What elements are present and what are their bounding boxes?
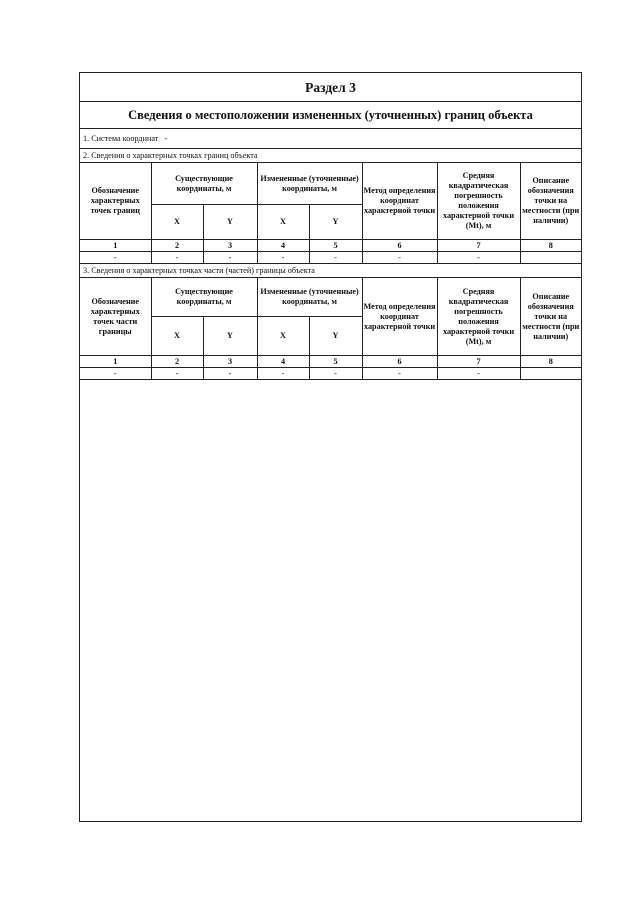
table-cell: - bbox=[257, 252, 309, 264]
col-number: 1 bbox=[80, 356, 151, 368]
col-existing-y: Y bbox=[203, 205, 257, 240]
table-cell: - bbox=[309, 368, 362, 380]
col-number: 7 bbox=[437, 240, 520, 252]
col-changed-y: Y bbox=[309, 317, 362, 356]
col-method-header: Метод определения координат характерной точки bbox=[362, 278, 437, 356]
block2-header-row-1 bbox=[80, 163, 581, 205]
table-cell: - bbox=[309, 252, 362, 264]
table-cell: - bbox=[80, 368, 151, 380]
coordinate-system-label: 1. Система координат bbox=[83, 134, 159, 143]
document-frame bbox=[79, 72, 582, 822]
table-cell: - bbox=[257, 368, 309, 380]
col-error-header: Средняя квадратическая погрешность положения характерной точки (Mt), м bbox=[437, 278, 520, 356]
col-number: 2 bbox=[151, 356, 203, 368]
col-number: 3 bbox=[203, 356, 257, 368]
col-number: 4 bbox=[257, 240, 309, 252]
coordinate-system-line bbox=[80, 129, 581, 149]
table-cell: - bbox=[80, 252, 151, 264]
col-number: 2 bbox=[151, 240, 203, 252]
col-error-header: Средняя квадратическая погрешность положения характерной точки (Mt), м bbox=[437, 163, 520, 240]
table-cell: - bbox=[203, 368, 257, 380]
block2-data-row bbox=[80, 252, 581, 264]
col-number: 7 bbox=[437, 356, 520, 368]
col-changed-x: X bbox=[257, 317, 309, 356]
col-existing-header: Существующие координаты, м bbox=[151, 163, 257, 205]
block2-title: 2. Сведения о характерных точках границ объекта bbox=[80, 149, 581, 163]
table-cell: - bbox=[362, 252, 437, 264]
col-number: 1 bbox=[80, 240, 151, 252]
block3-number-row bbox=[80, 356, 581, 368]
table-cell: - bbox=[151, 252, 203, 264]
col-number: 5 bbox=[309, 356, 362, 368]
table-cell: - bbox=[203, 252, 257, 264]
col-number: 8 bbox=[520, 240, 581, 252]
document-title: Сведения о местоположении измененных (уточненных) границ объекта bbox=[80, 102, 581, 129]
table-cell: - bbox=[151, 368, 203, 380]
col-number: 6 bbox=[362, 356, 437, 368]
block3-table bbox=[80, 278, 581, 380]
col-number: 8 bbox=[520, 356, 581, 368]
col-designation-header: Обозначение характерных точек границ bbox=[80, 163, 151, 240]
col-description-header: Описание обозначения точки на местности (при наличии) bbox=[520, 163, 581, 240]
col-number: 5 bbox=[309, 240, 362, 252]
col-designation-header: Обозначение характерных точек части границы bbox=[80, 278, 151, 356]
col-existing-header: Существующие координаты, м bbox=[151, 278, 257, 317]
col-changed-header: Измененные (уточненные) координаты, м bbox=[257, 278, 362, 317]
table-cell: - bbox=[362, 368, 437, 380]
col-changed-y: Y bbox=[309, 205, 362, 240]
col-number: 3 bbox=[203, 240, 257, 252]
col-existing-y: Y bbox=[203, 317, 257, 356]
block3-data-row bbox=[80, 368, 581, 380]
col-changed-header: Измененные (уточненные) координаты, м bbox=[257, 163, 362, 205]
block3-title: 3. Сведения о характерных точках части (частей) границы объекта bbox=[80, 264, 581, 278]
col-number: 6 bbox=[362, 240, 437, 252]
col-existing-x: X bbox=[151, 205, 203, 240]
table-cell bbox=[520, 252, 581, 264]
col-method-header: Метод определения координат характерной точки bbox=[362, 163, 437, 240]
col-description-header: Описание обозначения точки на местности (при наличии) bbox=[520, 278, 581, 356]
block3-header-row-1 bbox=[80, 278, 581, 317]
block2-number-row bbox=[80, 240, 581, 252]
table-cell: - bbox=[437, 252, 520, 264]
col-number: 4 bbox=[257, 356, 309, 368]
block2-table bbox=[80, 163, 581, 264]
table-cell: - bbox=[437, 368, 520, 380]
section-title: Раздел 3 bbox=[80, 73, 581, 102]
col-changed-x: X bbox=[257, 205, 309, 240]
coordinate-system-value: - bbox=[164, 134, 168, 143]
table-cell bbox=[520, 368, 581, 380]
col-existing-x: X bbox=[151, 317, 203, 356]
